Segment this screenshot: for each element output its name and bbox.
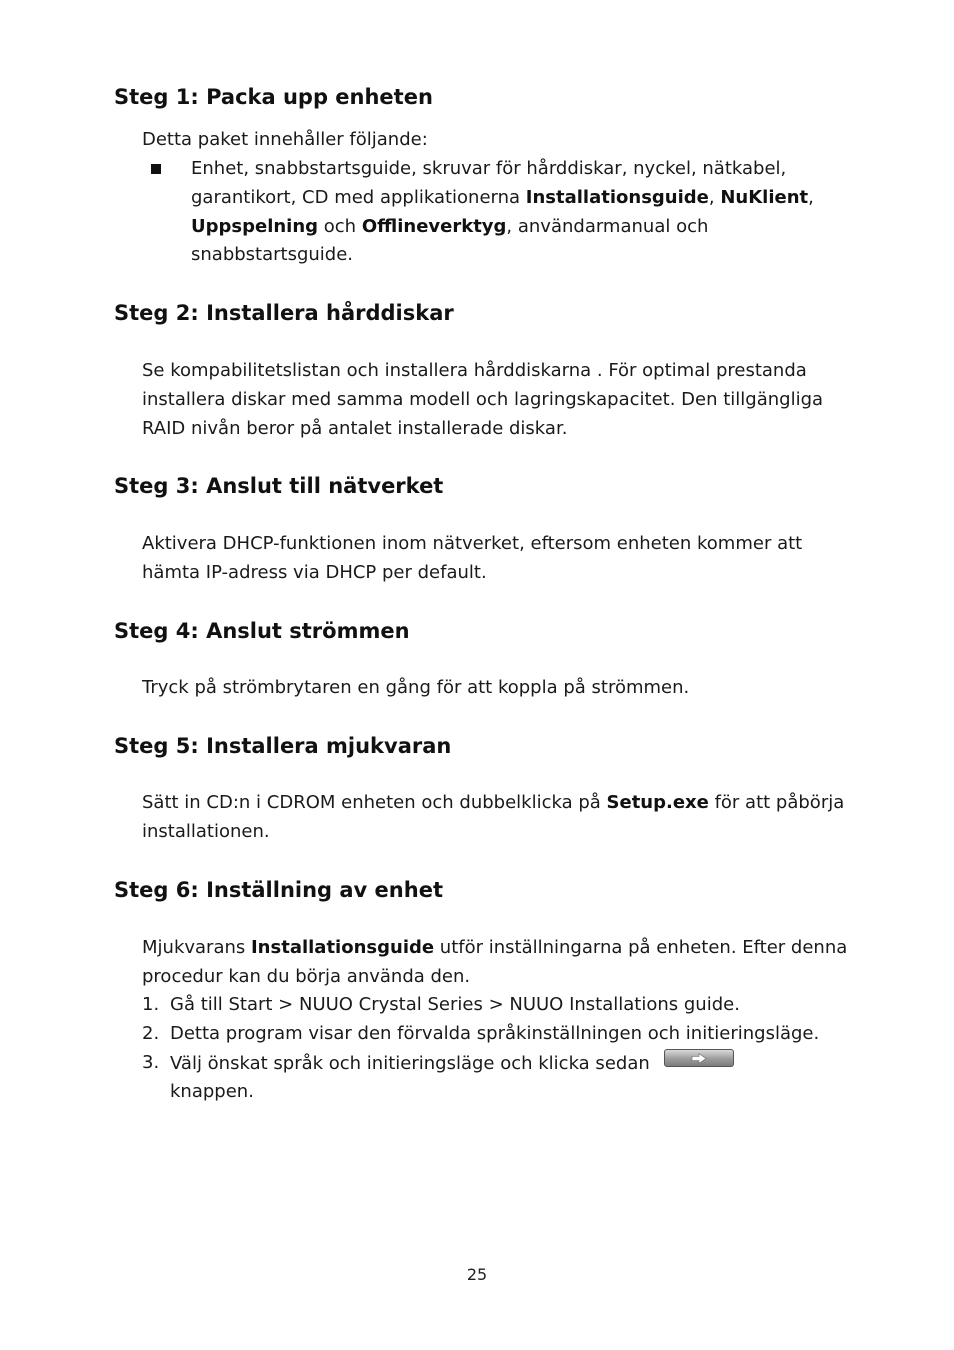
step-3-heading: Steg 3: Anslut till nätverket [114, 474, 444, 498]
list-item [142, 1020, 854, 1049]
bold-uppspelning: Uppspelning [191, 215, 319, 237]
next-button[interactable] [664, 1049, 734, 1067]
list-item-text-before: Välj önskat språk och initieringsläge och klicka sedan [170, 1052, 650, 1074]
list-item [142, 1049, 854, 1108]
list-item-text: Detta program visar den förvalda språkinställningen och initieringsläge. [170, 1022, 820, 1044]
step-2-text: Se kompabilitetslistan och installera hårddiskarna . För optimal prestanda installera diskar med samma modell och lagringskapacitet. Den tillgängliga RAID nivån beror på antalet installerade diskar. [142, 360, 824, 439]
bold-installationsguide: Installationsguide [250, 937, 435, 958]
page-number: 25 [466, 1265, 488, 1284]
step-4-heading: Steg 4: Anslut strömmen [114, 619, 410, 643]
bold-offlineverktyg: Offlineverktyg [361, 215, 507, 237]
bold-setup-exe: Setup.exe [606, 792, 709, 813]
list-item [142, 991, 854, 1020]
step-2-heading: Steg 2: Installera hårddiskar [114, 301, 454, 325]
bold-nuklient: NuKlient [720, 186, 809, 208]
list-item-number: 3. [142, 1051, 160, 1073]
step-1-heading: Steg 1: Packa upp enheten [114, 85, 433, 109]
step-1-bullet-item [148, 155, 854, 270]
arrow-right-icon [691, 1053, 707, 1064]
step-6-heading: Steg 6: Inställning av enhet [114, 878, 443, 902]
square-bullet-icon [151, 164, 161, 174]
step-5-text: Sätt in CD:n i CDROM enheten och dubbelklicka på Setup.exe för att påbörja installationen. [142, 792, 845, 842]
list-item-text: Gå till Start > NUUO Crystal Series > NUUO Installations guide. [170, 994, 740, 1015]
step-1-intro: Detta paket innehåller följande: [142, 129, 428, 150]
step-4-text: Tryck på strömbrytaren en gång för att koppla på strömmen. [142, 677, 690, 698]
list-item-text-after: knappen. [170, 1081, 254, 1103]
step-6-numbered-list [142, 991, 854, 1107]
step-6-text: Mjukvarans Installationsguide utför inställningarna på enheten. Efter denna procedur kan du börja använda den. [142, 937, 848, 987]
bold-installationsguide: Installationsguide [525, 186, 709, 208]
step-5-heading: Steg 5: Installera mjukvaran [114, 734, 452, 758]
step-1-bullet-text: Enhet, snabbstartsguide, skruvar för hårddiskar, nyckel, nätkabel, garantikort, CD med applikationerna Installationsguide, NuKlient, Uppspelning och Offlineverktyg, användarmanual och snabbstartsguide. [191, 158, 814, 266]
list-item-number: 1. [142, 994, 160, 1015]
step-3-text: Aktivera DHCP-funktionen inom nätverket, eftersom enheten kommer att hämta IP-adress via DHCP per default. [142, 533, 803, 583]
list-item-number: 2. [142, 1022, 160, 1044]
